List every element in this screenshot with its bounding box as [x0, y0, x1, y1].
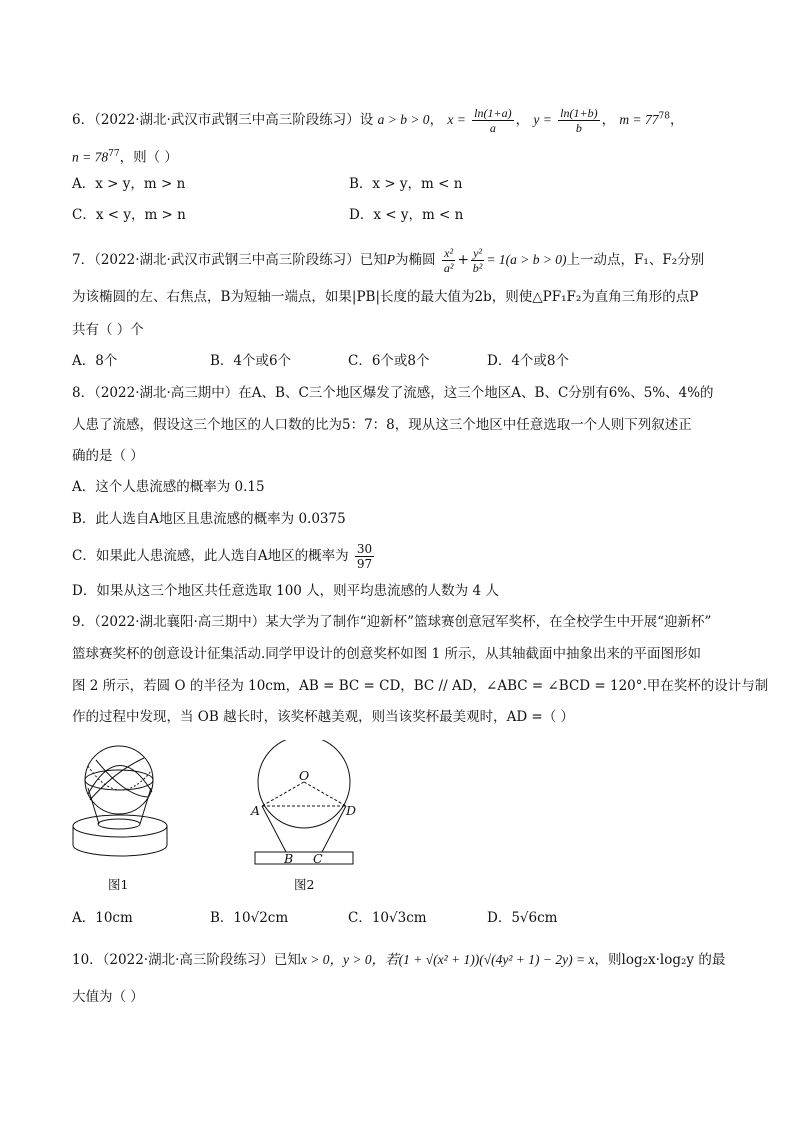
q7-option-b[interactable]: B．4个或6个 — [210, 353, 292, 369]
figure-2-label-c: C — [313, 851, 323, 866]
q6-n-exp: 77 — [108, 149, 120, 159]
q10-intro: 10．（2022·湖北·高三阶段练习）已知 — [72, 952, 301, 968]
q7-line2: 为该椭圆的左、右焦点，B为短轴一端点，如果|PB|长度的最大值为2b，则使△PF₁F₂为直角三角形的点P — [72, 289, 699, 305]
q10-equation: (1 + √(x² + 1))(√(4y² + 1) − 2y) = x — [398, 952, 595, 967]
q9-option-c[interactable]: C．10√3cm — [348, 910, 427, 926]
q7-mid1: 为椭圆 — [395, 252, 436, 268]
q7-option-c[interactable]: C．6个或8个 — [348, 353, 430, 369]
q7-y-term: $\frac{\text{y²}}{\text{b²}}$ — [472, 246, 483, 275]
q6-option-a[interactable]: A．x > y，m > n — [72, 176, 186, 192]
q7-point-p: P — [386, 252, 396, 267]
q10-condition: x > 0，y > 0，若 — [300, 952, 399, 967]
q6-y-den: b — [575, 121, 582, 135]
q10-ask: ，则log₂x·log₂y 的最 — [594, 952, 726, 968]
figure-2-label-b: B — [284, 851, 294, 866]
q6-y-label: y = — [533, 112, 552, 127]
q9-line4: 作的过程中发现，当 OB 越长时，该奖杯越美观，则当该奖杯最美观时，AD =（ ） — [72, 709, 575, 725]
q6-condition: a > b > 0 — [377, 112, 430, 127]
q8-option-a[interactable]: A．这个人患流感的概率为 0.15 — [72, 479, 265, 495]
q8-line1: 8．（2022·湖北·高三期中）在A、B、C三个地区爆发了流感，这三个地区A、B、C分别有6%、5%、4%的 — [72, 385, 714, 401]
q8-line2: 人患了流感，假设这三个地区的人口数的比为5：7：8，现从这三个地区中任意选取一个人则下列叙述正 — [72, 417, 692, 433]
q6-x-den: a — [489, 121, 496, 135]
q10-line1 — [72, 950, 725, 970]
q6-option-d[interactable]: D．x < y，m < n — [349, 207, 464, 223]
q6-m-expr: m = 77 — [619, 112, 659, 127]
figure-2-caption: 图2 — [294, 877, 315, 892]
q8-line3: 确的是（ ） — [72, 448, 144, 464]
q7-option-a[interactable]: A．8个 — [72, 353, 118, 369]
q6-y-num: ln(1+b) — [560, 106, 598, 120]
q8-option-c-num: 30 — [356, 542, 373, 556]
q9-option-d[interactable]: D．5√6cm — [487, 910, 558, 926]
q6-x-fraction — [472, 106, 513, 135]
q7-line3: 共有（ ）个 — [72, 322, 144, 338]
q6-option-c[interactable]: C．x < y，m > n — [72, 207, 186, 223]
q6-ask: ，则（ ） — [119, 149, 178, 166]
q7-mid2: 上一动点，F₁、F₂分别 — [566, 252, 705, 268]
q8-option-b[interactable]: B．此人选自A地区且患流感的概率为 0.0375 — [72, 511, 346, 527]
figure-1-trophy — [66, 742, 176, 872]
q8-option-c[interactable] — [72, 542, 376, 571]
figure-2-label-o: O — [299, 768, 310, 783]
q8-option-c-text: C．如果此人患流感，此人选自A地区的概率为 — [72, 548, 349, 564]
q6-x-num: ln(1+a) — [474, 106, 512, 120]
q8-option-c-fraction — [355, 542, 374, 571]
q6-option-b[interactable]: B．x > y，m < n — [349, 176, 463, 192]
q9-option-b[interactable]: B．10√2cm — [210, 910, 289, 926]
q8-option-c-den: 97 — [356, 557, 373, 571]
q8-option-d[interactable]: D．如果从这三个地区共任意选取 100 人，则平均患流感的人数为 4 人 — [72, 583, 499, 599]
q9-line2: 篮球赛奖杯的创意设计征集活动.同学甲设计的创意奖杯如图 1 所示，从其轴截面中抽象出来的平面图形如 — [72, 646, 701, 662]
q9-line1: 9．（2022·湖北襄阳·高三期中）某大学为了制作“迎新杯”篮球赛创意冠军奖杯，在全校学生中开展“迎新杯” — [72, 614, 712, 630]
q7-stem: 7．（2022·湖北·武汉市武钢三中高三阶段练习）已知P为椭圆 $\frac{\text{x²}}{\text{a²}}$ + $\frac{\text{y²}}{\text{b²}}$ = 1(a > b > 0)上一动点，F₁、F₂分别 — [72, 246, 705, 275]
figure-1-caption: 图1 — [108, 877, 129, 892]
q9-option-a[interactable]: A．10cm — [72, 910, 133, 926]
q7-option-d[interactable]: D．4个或8个 — [487, 353, 570, 369]
q7-ellipse-tail: = 1(a > b > 0) — [486, 252, 567, 267]
q9-line3: 图 2 所示，若圆 O 的半径为 10cm，AB = BC = CD，BC // AD，∠ABC = ∠BCD = 120°.甲在奖杯的设计与制 — [72, 678, 769, 694]
q6-y-fraction — [558, 106, 599, 135]
q6-stem: 6．（2022·湖北·武汉市武钢三中高三阶段练习）设 a > b > 0， x = $\frac{\ln(1+a)}{a}$ ， y = $\frac{\ln(1+b)}{b}$ ， $m = 77^{78}$， — [72, 106, 684, 135]
figure-2-label-d: D — [346, 803, 357, 818]
q6-m-exp: 78 — [658, 111, 670, 122]
q6-x-label: x = — [447, 112, 466, 127]
q6-n-expr: n = 78 — [72, 149, 109, 165]
figure-2-label-a: A — [251, 803, 261, 818]
q10-line2: 大值为（ ） — [72, 989, 144, 1005]
q6-intro: 6．（2022·湖北·武汉市武钢三中高三阶段练习）设 — [72, 112, 374, 128]
q7-intro: 7．（2022·湖北·武汉市武钢三中高三阶段练习）已知 — [72, 252, 387, 268]
q6-line2 — [72, 144, 178, 168]
q7-x-term: $\frac{\text{x²}}{\text{a²}}$ — [443, 246, 454, 275]
